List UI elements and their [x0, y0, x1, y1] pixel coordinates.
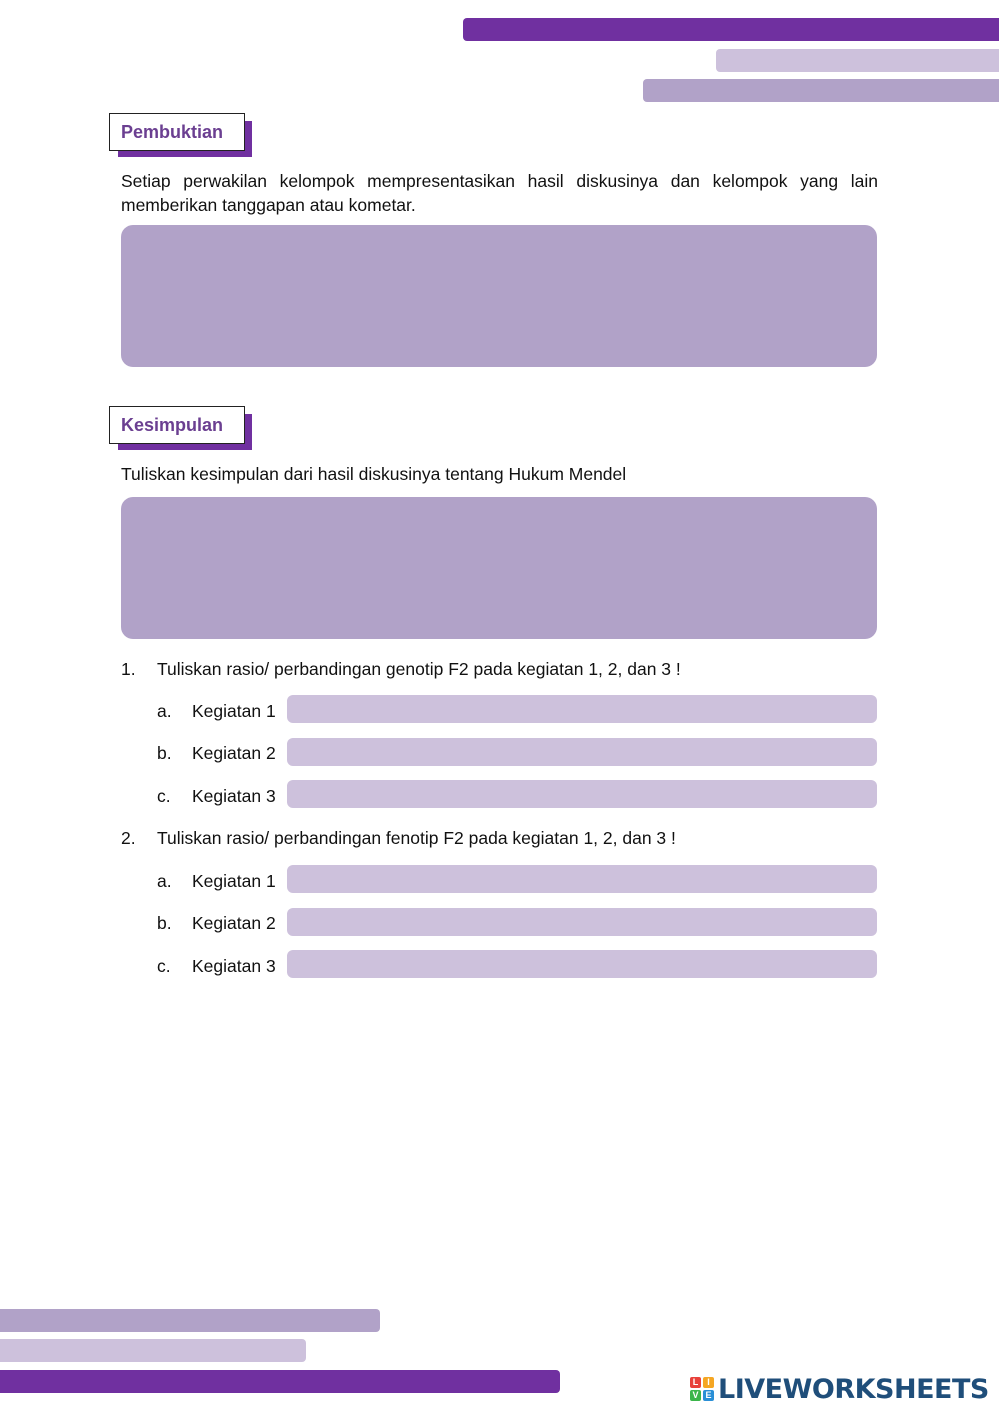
liveworksheets-logo	[690, 1373, 989, 1405]
answer-field-q1-kegiatan-2[interactable]	[287, 738, 877, 766]
header-bar-mid	[643, 79, 999, 102]
item-letter: c.	[157, 956, 171, 976]
section-heading-pembuktian	[109, 113, 245, 151]
footer-bar-mid	[0, 1309, 380, 1332]
answer-field-q2-kegiatan-1[interactable]	[287, 865, 877, 893]
item-letter: a.	[157, 701, 172, 721]
logo-tile-v: V	[690, 1390, 701, 1401]
answer-field-q1-kegiatan-3[interactable]	[287, 780, 877, 808]
header-bar-light	[716, 49, 999, 72]
kesimpulan-instruction: Tuliskan kesimpulan dari hasil diskusinya tentang Hukum Mendel	[121, 464, 627, 484]
footer-bar-light	[0, 1339, 306, 1362]
question-text: Tuliskan rasio/ perbandingan fenotip F2 pada kegiatan 1, 2, dan 3 !	[157, 828, 676, 848]
logo-text: LIVEWORKSHEETS	[718, 1373, 989, 1405]
footer-bar-dark	[0, 1370, 560, 1393]
header-bar-dark	[463, 18, 999, 41]
item-label: Kegiatan 2	[192, 913, 276, 933]
heading-label: Kesimpulan	[109, 406, 245, 444]
item-label: Kegiatan 1	[192, 871, 276, 891]
question-number: 1.	[121, 659, 136, 679]
item-label: Kegiatan 3	[192, 786, 276, 806]
pembuktian-answer-box[interactable]	[121, 225, 877, 367]
item-letter: a.	[157, 871, 172, 891]
item-letter: b.	[157, 743, 172, 763]
answer-field-q2-kegiatan-2[interactable]	[287, 908, 877, 936]
item-letter: c.	[157, 786, 171, 806]
kesimpulan-answer-box[interactable]	[121, 497, 877, 639]
logo-tile-e: E	[703, 1390, 714, 1401]
logo-icon	[690, 1377, 714, 1401]
answer-field-q1-kegiatan-1[interactable]	[287, 695, 877, 723]
heading-label: Pembuktian	[109, 113, 245, 151]
question-number: 2.	[121, 828, 136, 848]
pembuktian-instruction: Setiap perwakilan kelompok mempresentasikan hasil diskusinya dan kelompok yang lain memberikan tanggapan atau kometar.	[121, 171, 878, 215]
section-heading-kesimpulan	[109, 406, 245, 444]
item-label: Kegiatan 3	[192, 956, 276, 976]
item-label: Kegiatan 1	[192, 701, 276, 721]
logo-tile-i: I	[703, 1377, 714, 1388]
item-label: Kegiatan 2	[192, 743, 276, 763]
item-letter: b.	[157, 913, 172, 933]
logo-tile-l: L	[690, 1377, 701, 1388]
answer-field-q2-kegiatan-3[interactable]	[287, 950, 877, 978]
question-text: Tuliskan rasio/ perbandingan genotip F2 pada kegiatan 1, 2, dan 3 !	[157, 659, 681, 679]
